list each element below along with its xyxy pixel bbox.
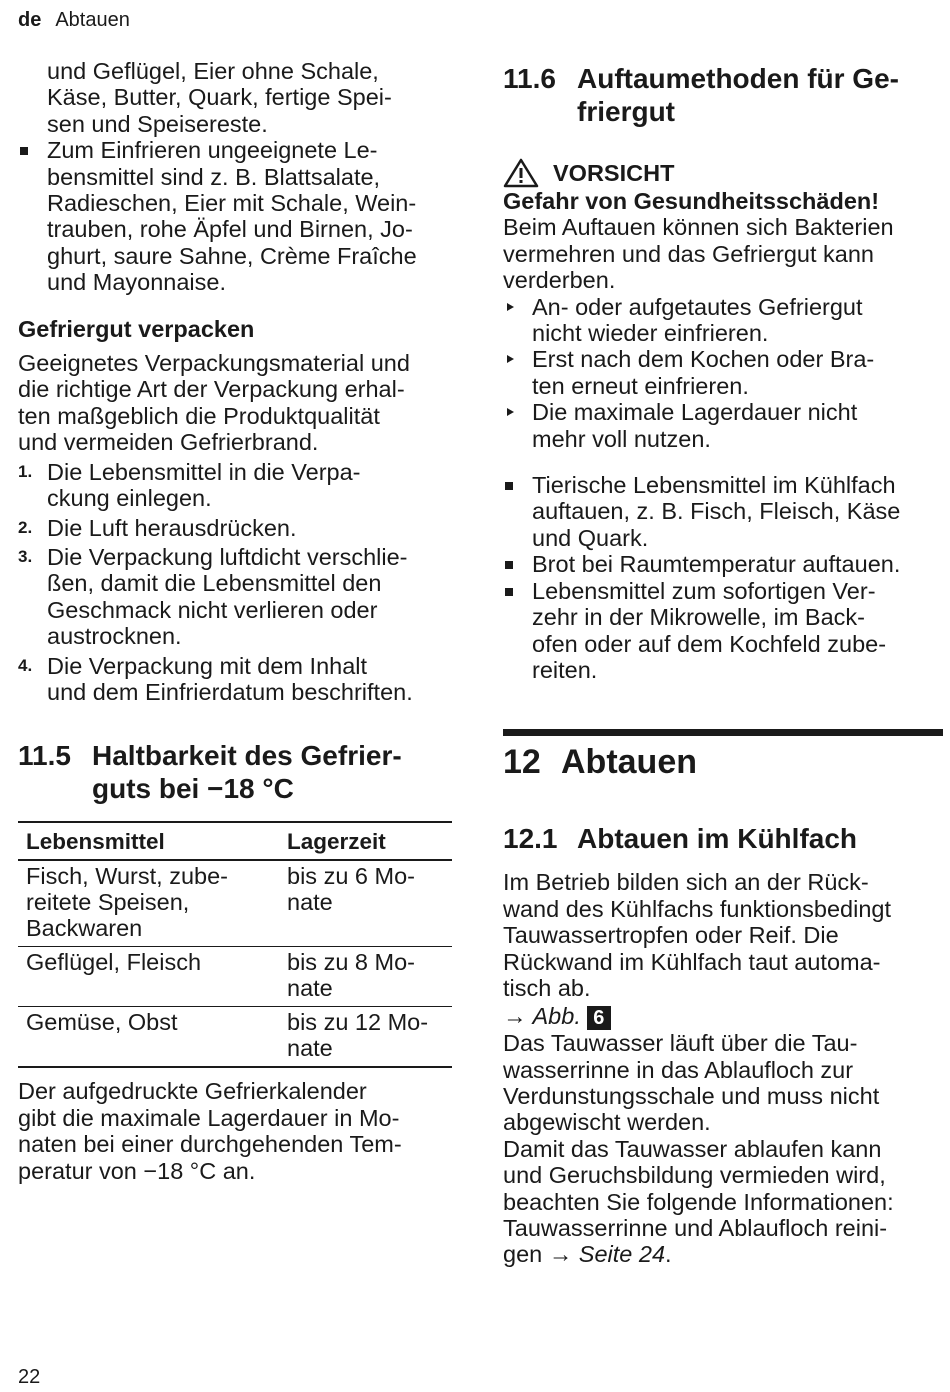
caution-text: Beim Auftauen können sich Bakterien vermehren und das Gefriergut kann verderben. — [503, 214, 894, 294]
chapter-number: 12 — [503, 743, 541, 782]
defrost-paragraph-1: Im Betrieb bilden sich an der Rück- wand des Kühlfachs funktionsbedingt Tauwassertropfen oder Reif. Die Rückwand im Kühlfach taut automa- tisch ab. — [503, 869, 892, 1001]
left-column — [18, 58, 456, 1184]
section-11-5-heading: 11.5 Haltbarkeit des Gefrier- guts bei −18 °C — [18, 740, 402, 805]
caution-label: VORSICHT — [553, 159, 675, 186]
page-reference-link[interactable] — [549, 1241, 665, 1267]
list-item: Lebensmittel zum sofortigen Ver- zehr in der Mikrowelle, im Back- ofen oder auf dem Kochfeld zube- reiten. — [503, 578, 943, 684]
caution-header — [503, 158, 943, 188]
step-item: 2. Die Luft herausdrücken. — [18, 514, 297, 541]
language-code: de — [18, 9, 42, 31]
packaging-heading: Gefriergut verpacken — [18, 315, 255, 342]
arrow-right-icon: → — [503, 1003, 527, 1030]
section-12-1-heading: 12.1 Abtauen im Kühlfach — [503, 823, 858, 855]
step-number: 1. — [18, 461, 33, 481]
header-title: Abtauen — [55, 9, 130, 31]
food-cell: Fisch, Wurst, zube- reitete Speisen, Backwaren — [18, 860, 279, 947]
packaging-steps — [18, 459, 456, 706]
section-number: 12.1 — [503, 823, 558, 855]
chapter-divider — [503, 729, 943, 736]
unsuitable-foods-list — [18, 137, 456, 295]
page-reference-label: Seite 24 — [578, 1241, 666, 1268]
table-header-row — [18, 822, 452, 860]
figure-number-badge: 6 — [587, 1006, 611, 1030]
section-11-6-heading: 11.6 Auftaumethoden für Ge- friergut — [503, 63, 899, 127]
step-number: 3. — [18, 546, 33, 566]
step-item: 4. Die Verpackung mit dem Inhalt und dem Einfrierdatum beschriften. — [18, 652, 413, 705]
step-item: 3. Die Verpackung luftdicht verschlie- ßen, damit die Lebensmittel den Geschmack nicht verlieren oder austrocknen. — [18, 543, 408, 650]
thawing-methods-list — [503, 472, 943, 683]
storage-time-cell: bis zu 12 Mo- nate — [279, 1007, 452, 1068]
column-header-storage-time: Lagerzeit — [279, 822, 452, 860]
step-item: 1. Die Lebensmittel in die Verpa- ckung einlegen. — [18, 458, 361, 512]
step-number: 4. — [18, 655, 33, 675]
storage-time-cell: bis zu 8 Mo- nate — [279, 947, 452, 1007]
table-row — [18, 860, 452, 947]
table-row — [18, 1007, 452, 1068]
section-number: 11.5 — [18, 740, 71, 772]
arrow-right-icon: → — [548, 1241, 573, 1268]
list-item: An- oder aufgetautes Gefriergut nicht wieder einfrieren. — [503, 294, 943, 347]
storage-time-table — [18, 821, 452, 1068]
list-item: Erst nach dem Kochen oder Bra- ten erneut einfrieren. — [503, 346, 943, 399]
defrost-paragraph-2: Das Tauwasser läuft über die Tau- wasserrinne in das Ablaufloch zur Verdunstungsschale und muss nicht abgewischt werden. — [503, 1030, 880, 1136]
list-item: Tierische Lebensmittel im Kühlfach auftauen, z. B. Fisch, Fleisch, Käse und Quark. — [503, 472, 943, 551]
food-cell: Geflügel, Fleisch — [18, 947, 279, 1007]
section-number: 11.6 — [503, 63, 556, 94]
table-row — [18, 947, 452, 1007]
page-header — [18, 9, 130, 32]
warning-triangle-icon — [503, 158, 539, 188]
figure-reference[interactable] — [503, 1003, 943, 1030]
continued-list-text: und Geflügel, Eier ohne Schale, Käse, Butter, Quark, fertige Spei- sen und Speisereste. — [47, 58, 392, 137]
food-cell: Gemüse, Obst — [18, 1007, 279, 1068]
page-number: 22 — [18, 1366, 41, 1388]
list-item: Zum Einfrieren ungeeignete Le- bensmittel sind z. B. Blattsalate, Radieschen, Eier mit Schale, Wein- trauben, rohe Äpfel und Birnen, Jo- ghurt, saure Sahne, Crème Fraîche und Mayonnaise. — [18, 137, 456, 295]
step-number: 2. — [18, 517, 33, 537]
storage-time-cell: bis zu 6 Mo- nate — [279, 860, 452, 947]
packaging-intro: Geeignetes Verpackungsmaterial und die richtige Art der Verpackung erhal- ten maßgeblich die Produktqualität und vermeiden Gefrierbrand. — [18, 350, 410, 456]
list-item: Brot bei Raumtemperatur auftauen. — [503, 551, 943, 577]
right-column — [503, 62, 943, 1268]
freezer-calendar-text: Der aufgedruckte Gefrierkalender gibt die maximale Lagerdauer in Mo- naten bei einer durchgehenden Tem- peratur von −18 °C an. — [18, 1078, 402, 1184]
caution-subtitle: Gefahr von Gesundheitsschäden! — [503, 188, 880, 214]
column-header-food: Lebensmittel — [18, 822, 279, 860]
figure-label: Abb. — [532, 1003, 581, 1030]
caution-actions — [503, 294, 943, 452]
chapter-title: Abtauen — [561, 743, 697, 782]
defrost-paragraph-3: Damit das Tauwasser ablaufen kann und Geruchsbildung vermieden wird, beachten Sie folgende Informationen: Tauwasserrinne und Ablaufloch reini- gen → Seite 24. — [503, 1135, 894, 1268]
chapter-12-heading — [503, 742, 943, 782]
list-item: Die maximale Lagerdauer nicht mehr voll nutzen. — [503, 399, 943, 452]
